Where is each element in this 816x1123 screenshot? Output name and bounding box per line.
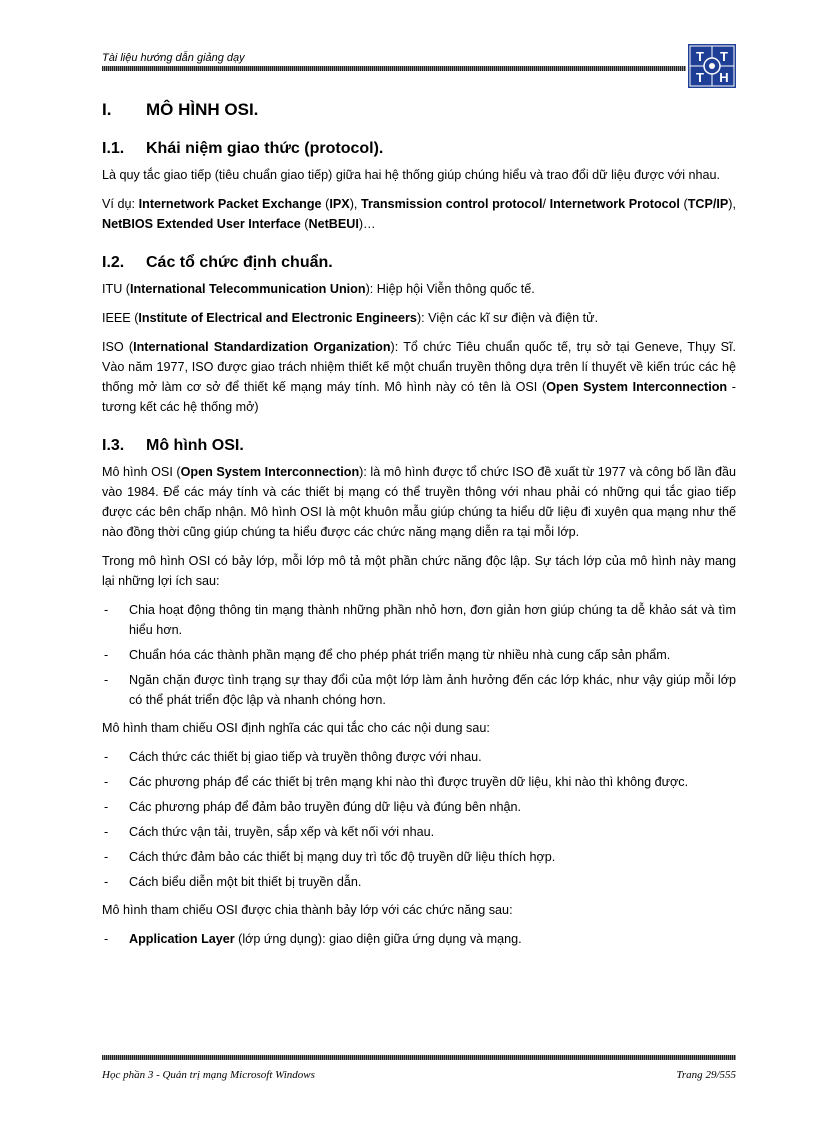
osi-rules-intro: Mô hình tham chiếu OSI định nghĩa các qui tắc cho các nội dung sau: bbox=[102, 721, 490, 735]
logo-letter-tr: T bbox=[720, 49, 728, 64]
header-divider bbox=[102, 66, 686, 71]
subsection-number: I.2. bbox=[102, 254, 125, 271]
protocol-examples: Ví dụ: Internetwork Packet Exchange (IPX), Transmission control protocol/ Internetwork Protocol (TCP/IP), NetBIOS Extended User Interface (NetBEUI)… bbox=[102, 197, 736, 231]
subsection-title: Khái niệm giao thức (protocol). bbox=[146, 140, 384, 157]
osi-seven-layers-intro: Mô hình tham chiếu OSI được chia thành bảy lớp với các chức năng sau: bbox=[102, 903, 513, 917]
footer-course: Học phần 3 - Quản trị mạng Microsoft Windows bbox=[102, 1069, 315, 1081]
subsection-title: Mô hình OSI. bbox=[146, 437, 244, 454]
list-item: - Các phương pháp để các thiết bị trên mạng khi nào thì được truyền dữ liệu, khi nào thì không được. bbox=[102, 772, 736, 792]
subsection-number: I.3. bbox=[102, 437, 125, 454]
list-item: - Cách biểu diễn một bit thiết bị truyền dẫn. bbox=[102, 872, 736, 892]
subsection-heading-2 bbox=[102, 254, 736, 272]
subsection-heading-3 bbox=[102, 437, 736, 455]
logo bbox=[688, 44, 736, 88]
osi-intro: Mô hình OSI (Open System Interconnection): là mô hình được tổ chức ISO đề xuất từ 1977 và công bố lần đầu vào 1984. Để các máy tính và các thiết bị mạng có thể truyền thông với nhau phải có những qui tắc giao tiếp được các bên chấp nhận. Mô hình OSI là một khuôn mẫu giúp chúng ta hiểu dữ liệu đi xuyên qua mạng như thế nào đồng thời cũng giúp chúng ta hiểu được các chức năng mạng diễn ra tại mỗi lớp. bbox=[102, 465, 736, 539]
footer-divider bbox=[102, 1055, 736, 1060]
header-title: Tài liệu hướng dẫn giảng dạy bbox=[102, 52, 245, 64]
layers-list bbox=[102, 929, 736, 949]
section-title: MÔ HÌNH OSI. bbox=[146, 100, 259, 119]
subsection-title: Các tổ chức định chuẩn. bbox=[146, 254, 333, 271]
logo-letter-br: H bbox=[719, 70, 729, 85]
section-number: I. bbox=[102, 100, 112, 119]
benefits-list bbox=[102, 600, 736, 710]
list-item: - Các phương pháp để đảm bảo truyền đúng dữ liệu và đúng bên nhận. bbox=[102, 797, 736, 817]
protocol-definition: Là quy tắc giao tiếp (tiêu chuẩn giao tiếp) giữa hai hệ thống giúp chúng hiểu và trao đổi dữ liệu được với nhau. bbox=[102, 168, 721, 182]
list-item: - Ngăn chặn được tình trạng sự thay đổi của một lớp làm ảnh hưởng đến các lớp khác, như vậy giúp mỗi lớp có thể phát triển độc lập và nhanh chóng hơn. bbox=[102, 670, 736, 710]
ieee-paragraph: IEEE (Institute of Electrical and Electronic Engineers): Viện các kĩ sư điện và điện tử. bbox=[102, 311, 599, 325]
logo-letter-tl: T bbox=[696, 49, 704, 64]
rules-list bbox=[102, 747, 736, 892]
iso-paragraph: ISO (International Standardization Organization): Tổ chức Tiêu chuẩn quốc tế, trụ sở tại Geneve, Thụy Sĩ. Vào năm 1977, ISO được giao trách nhiệm thiết kế một chuẩn truyền thông dựa trên lí thuyết về kiến trúc các hệ thống mở làm cơ sở để thiết kế mạng máy tính. Mô hình này có tên là OSI (Open System Interconnection - tương kết các hệ thống mở) bbox=[102, 340, 737, 414]
list-item: - Application Layer (lớp ứng dụng): giao diện giữa ứng dụng và mạng. bbox=[102, 929, 736, 949]
subsection-number: I.1. bbox=[102, 140, 125, 157]
section-heading bbox=[102, 100, 736, 120]
logo-letter-bl: T bbox=[696, 70, 704, 85]
list-item: - Cách thức vận tải, truyền, sắp xếp và kết nối với nhau. bbox=[102, 822, 736, 842]
footer-page: Trang 29/555 bbox=[676, 1069, 736, 1081]
osi-layers-intro: Trong mô hình OSI có bảy lớp, mỗi lớp mô tả một phần chức năng độc lập. Sự tách lớp của mô hình này mang lại những lợi ích sau: bbox=[102, 554, 736, 588]
list-item: - Cách thức đảm bảo các thiết bị mạng duy trì tốc độ truyền dữ liệu thích hợp. bbox=[102, 847, 736, 867]
itu-paragraph: ITU (International Telecommunication Union): Hiệp hội Viễn thông quốc tế. bbox=[102, 282, 535, 296]
list-item: - Chuẩn hóa các thành phần mạng để cho phép phát triển mạng từ nhiều nhà cung cấp sản phẩm. bbox=[102, 645, 736, 665]
document-body bbox=[102, 100, 736, 957]
subsection-heading-1 bbox=[102, 140, 736, 158]
list-item: - Cách thức các thiết bị giao tiếp và truyền thông được với nhau. bbox=[102, 747, 736, 767]
list-item: - Chia hoạt động thông tin mạng thành những phần nhỏ hơn, đơn giản hơn giúp chúng ta dễ khảo sát và tìm hiểu hơn. bbox=[102, 600, 736, 640]
